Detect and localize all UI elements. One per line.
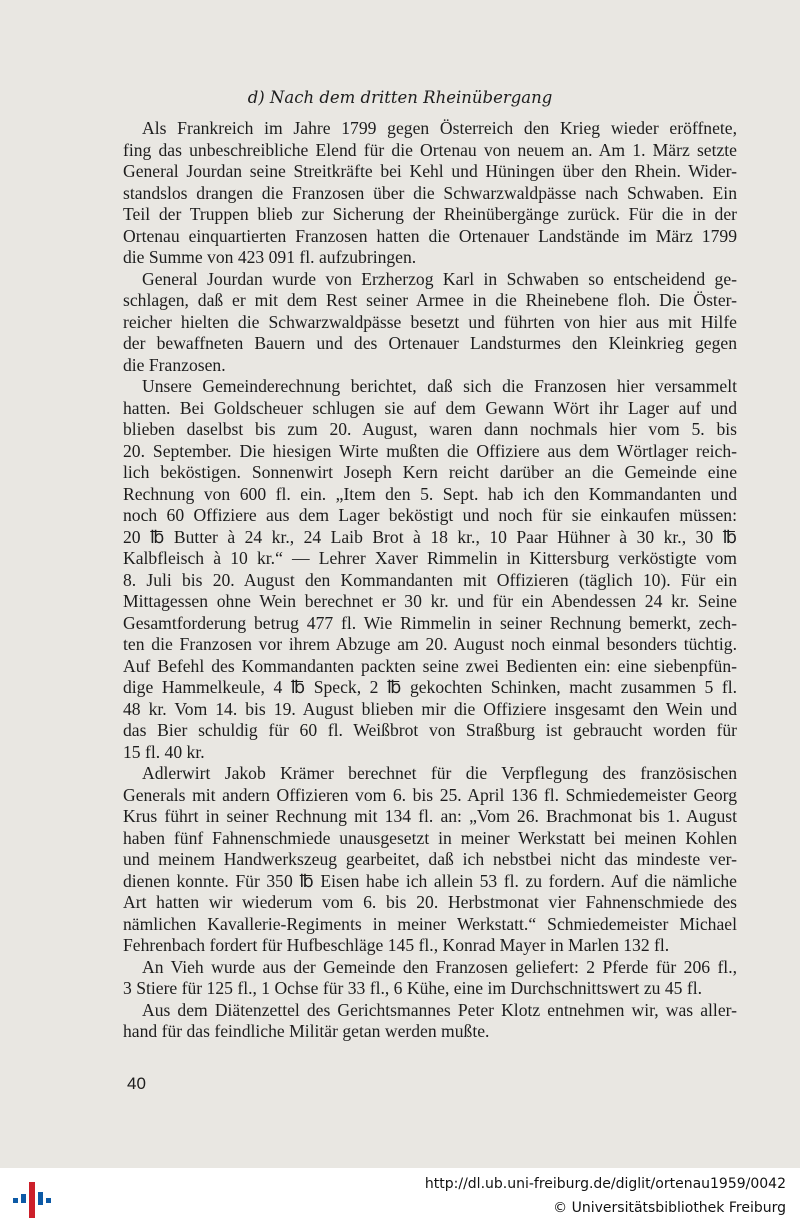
text-line: ten die Franzosen vor ihrem Abzuge am 20. August noch einmal besonders tüchtig. xyxy=(123,634,737,654)
text-line: dienen konnte. Für 350 ℔ Eisen habe ich allein 53 fl. zu fordern. Auf die nämliche xyxy=(123,870,737,891)
text-line: Gesamtforderung betrug 477 fl. Wie Rimmelin in seiner Rechnung bemerkt, zech- xyxy=(123,612,737,633)
text-line: der bewaffneten Bauern und des Ortenauer Landsturmes den Kleinkrieg gegen xyxy=(123,333,737,353)
text-line: nämlichen Kavallerie-Regiments in meiner Werkstatt.“ Schmiedemeister Michael xyxy=(123,913,737,934)
text-line: noch 60 Offiziere aus dem Lager beköstigt und noch für sie einkaufen müssen: xyxy=(123,505,737,525)
text-line: Generals mit andern Offizieren vom 6. bis 25. April 136 fl. Schmiedemeister Georg xyxy=(123,784,737,805)
text-line: Teil der Truppen blieb zur Sicherung der Rheinübergänge zurück. Für die in der xyxy=(123,204,737,224)
text-line: hatten. Bei Goldscheuer schlugen sie auf dem Gewann Wört ihr Lager auf und xyxy=(123,397,737,418)
text-line: das Bier schuldig für 60 fl. Weißbrot von Straßburg ist gebraucht worden für xyxy=(123,720,737,740)
text-line: 3 Stiere für 125 fl., 1 Ochse für 33 fl., 6 Kühe, eine im Durchschnittswert zu 45 fl. xyxy=(123,978,702,998)
text-line: reicher hielten die Schwarzwaldpässe besetzt und führten von hier aus mit Hilfe xyxy=(123,311,737,332)
text-line: An Vieh wurde aus der Gemeinde den Franzosen geliefert: 2 Pferde für 206 fl., xyxy=(142,956,737,977)
text-line: Mittagessen ohne Wein berechnet er 30 kr. und für ein Abendessen 24 kr. Seine xyxy=(123,591,737,611)
footer-url-link[interactable]: http://dl.ub.uni-freiburg.de/diglit/ortenau1959/0042 xyxy=(424,1176,786,1192)
text-line: General Jourdan seine Streitkräfte bei Kehl und Hüningen über den Rhein. Wider- xyxy=(123,161,737,181)
page-number: 40 xyxy=(127,1074,146,1093)
text-line: 48 kr. Vom 14. bis 19. August blieben mir die Offiziere insgesamt den Wein und xyxy=(123,698,737,719)
text-line: und meinem Handwerkszeug gearbeitet, daß ich nebstbei nicht das mindeste ver- xyxy=(123,849,737,869)
text-line: Krus führt in seiner Rechnung mit 134 fl. an: „Vom 26. Brachmonat bis 1. August xyxy=(123,806,737,826)
text-line: dige Hammelkeule, 4 ℔ Speck, 2 ℔ gekochten Schinken, macht zusammen 5 fl. xyxy=(123,677,737,697)
text-line: Als Frankreich im Jahre 1799 gegen Österreich den Krieg wieder eröffnete, xyxy=(142,118,737,138)
section-heading: d) Nach dem dritten Rheinübergang xyxy=(247,88,553,107)
text-line: Aus dem Diätenzettel des Gerichtsmannes Peter Klotz entnehmen wir, was aller- xyxy=(142,999,737,1020)
text-line: Fehrenbach fordert für Hufbeschläge 145 fl., Konrad Mayer in Marlen 132 fl. xyxy=(123,935,670,955)
text-line: 20. September. Die hiesigen Wirte mußten die Offiziere aus dem Wörtlager reich- xyxy=(123,440,737,461)
footer-bar xyxy=(0,1168,800,1226)
text-line: Unsere Gemeinderechnung berichtet, daß sich die Franzosen hier versammelt xyxy=(142,376,737,396)
text-line: Kalbfleisch à 10 kr.“ — Lehrer Xaver Rimmelin in Kittersburg verköstigte vom xyxy=(123,548,737,568)
text-line: Auf Befehl des Kommandanten packten seine zwei Bedienten ein: eine siebenpfün- xyxy=(123,655,737,676)
text-line: lich beköstigen. Sonnenwirt Joseph Kern reicht darüber an die Gemeinde eine xyxy=(123,462,737,482)
text-line: 20 ℔ Butter à 24 kr., 24 Laib Brot à 18 kr., 10 Paar Hühner à 30 kr., 30 ℔ xyxy=(123,526,737,547)
text-line: Adlerwirt Jakob Krämer berechnet für die Verpflegung des französischen xyxy=(142,763,737,783)
text-line: haben fünf Fahnenschmiede unausgesetzt in meiner Werkstatt bei meinen Kohlen xyxy=(123,827,737,848)
text-line: 15 fl. 40 kr. xyxy=(123,741,205,762)
text-line: schlagen, daß er mit dem Rest seiner Armee in die Rheinebene floh. Die Öster- xyxy=(123,290,737,310)
text-line: General Jourdan wurde von Erzherzog Karl in Schwaben so entscheidend ge- xyxy=(142,268,737,289)
text-line: die Franzosen. xyxy=(123,354,226,375)
text-line: standslos drangen die Franzosen über die Schwarzwaldpässe nach Schwaben. Ein xyxy=(123,182,737,203)
text-line: die Summe von 423 091 fl. aufzubringen. xyxy=(123,247,417,267)
text-line: Ortenau einquartierten Franzosen hatten die Ortenauer Landstände im März 1799 xyxy=(123,225,737,246)
text-line: Rechnung von 600 fl. ein. „Item den 5. Sept. hab ich den Kommandanten und xyxy=(123,483,737,504)
text-line: 8. Juli bis 20. August den Kommandanten mit Offizieren (täglich 10). Für ein xyxy=(123,569,737,590)
text-line: blieben daselbst bis zum 20. August, waren dann nochmals hier vom 5. bis xyxy=(123,419,737,439)
footer-copyright: © Universitätsbibliothek Freiburg xyxy=(553,1200,786,1216)
ub-freiburg-logo-icon xyxy=(12,1180,52,1220)
body-text xyxy=(123,118,737,1043)
text-line: hand für das feindliche Militär getan werden mußte. xyxy=(123,1021,490,1041)
text-line: fing das unbeschreibliche Elend für die Ortenau von neuem an. Am 1. März setzte xyxy=(123,139,737,160)
text-line: Art hatten wir wiederum vom 6. bis 20. Herbstmonat vier Fahnenschmiede des xyxy=(123,892,737,912)
